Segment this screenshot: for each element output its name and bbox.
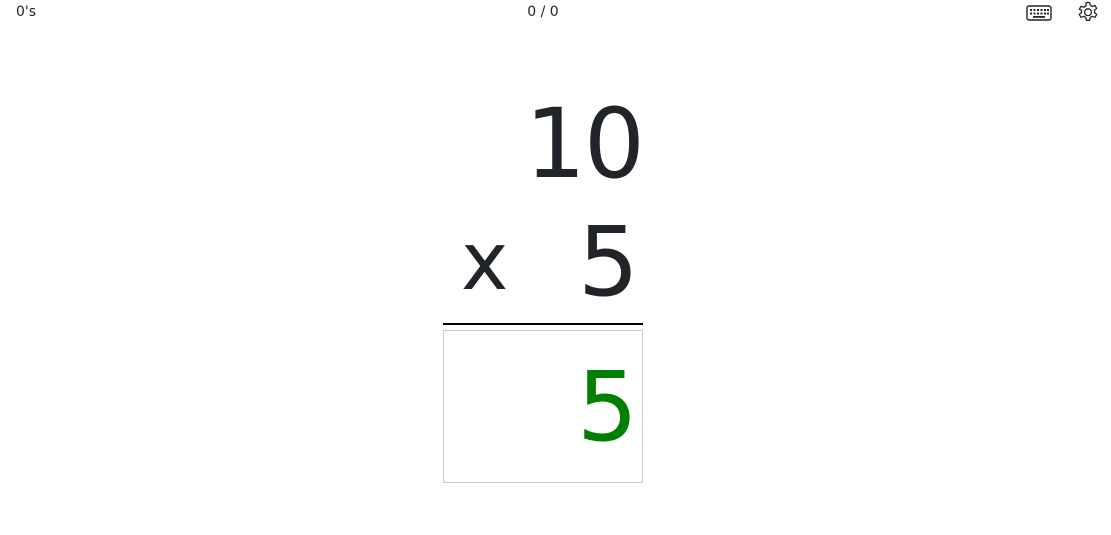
settings-button[interactable] bbox=[1074, 0, 1102, 26]
score-counter: 0 / 0 bbox=[527, 4, 559, 20]
answer-value: 5 bbox=[576, 351, 638, 463]
timer: 0's bbox=[16, 4, 37, 20]
operator-sign: x bbox=[461, 215, 509, 308]
top-operand: 10 bbox=[524, 88, 643, 200]
bottom-operand: 5 bbox=[577, 206, 639, 318]
keyboard-icon bbox=[1026, 5, 1052, 21]
top-bar bbox=[0, 0, 1111, 28]
answer-divider-line bbox=[443, 323, 643, 325]
answer-input-box[interactable] bbox=[443, 330, 643, 483]
gear-icon bbox=[1076, 1, 1100, 25]
keyboard-button[interactable] bbox=[1025, 0, 1053, 26]
